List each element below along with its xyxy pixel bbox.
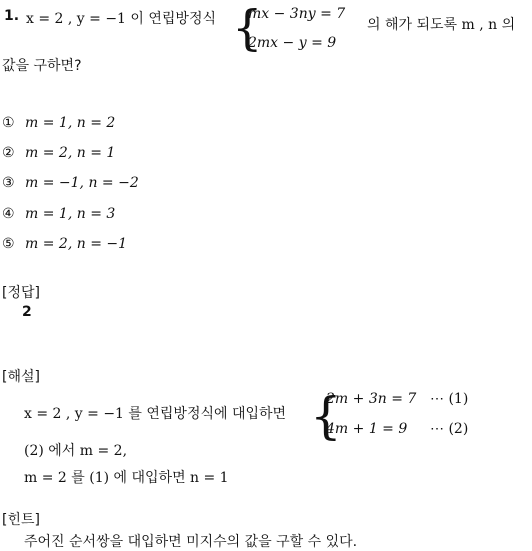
problem-equation-2: 2mx − y = 9: [248, 35, 337, 51]
solution-equation-1-tag: ⋯ (1): [430, 391, 469, 407]
choice-text: m = −1, n = −2: [25, 175, 139, 191]
choice-mark: ①: [2, 115, 15, 131]
system-brace: {: [232, 0, 263, 56]
choice-2[interactable]: [2, 145, 115, 161]
hint-text: 주어진 순서쌍을 대입하면 미지수의 값을 구할 수 있다.: [24, 534, 358, 550]
choice-4[interactable]: [2, 206, 115, 222]
solution-line-1: x = 2 , y = −1 를 연립방정식에 대입하면: [24, 406, 287, 422]
choice-mark: ②: [2, 145, 15, 161]
solution-equation-1: 2m + 3n = 7: [326, 391, 417, 407]
problem-tail: 의 해가 되도록 m , n 의: [367, 17, 516, 33]
solution-line-2: (2) 에서 m = 2,: [24, 443, 128, 459]
answer-label: [정답]: [2, 285, 40, 301]
choice-text: m = 2, n = 1: [25, 145, 116, 161]
solution-equation-2-tag: ⋯ (2): [430, 421, 469, 437]
hint-label: [힌트]: [2, 512, 40, 528]
answer-value: 2: [22, 304, 32, 320]
problem-number: 1.: [4, 8, 20, 24]
solution-line-3: m = 2 를 (1) 에 대입하면 n = 1: [24, 470, 229, 486]
solution-system-brace: {: [310, 387, 342, 445]
choice-text: m = 2, n = −1: [25, 236, 128, 252]
choice-1[interactable]: [2, 115, 115, 131]
problem-lead: x = 2 , y = −1 이 연립방정식: [26, 11, 217, 27]
choice-mark: ⑤: [2, 236, 15, 252]
problem-line-2: 값을 구하면?: [2, 58, 82, 74]
problem-equation-1: mx − 3ny = 7: [248, 6, 346, 22]
choice-text: m = 1, n = 2: [25, 115, 116, 131]
choice-3[interactable]: [2, 175, 139, 191]
choice-mark: ④: [2, 206, 15, 222]
choice-mark: ③: [2, 175, 15, 191]
choice-5[interactable]: [2, 236, 127, 252]
solution-equation-2: 4m + 1 = 9: [326, 421, 408, 437]
choice-text: m = 1, n = 3: [25, 206, 116, 222]
solution-label: [해설]: [2, 369, 40, 385]
